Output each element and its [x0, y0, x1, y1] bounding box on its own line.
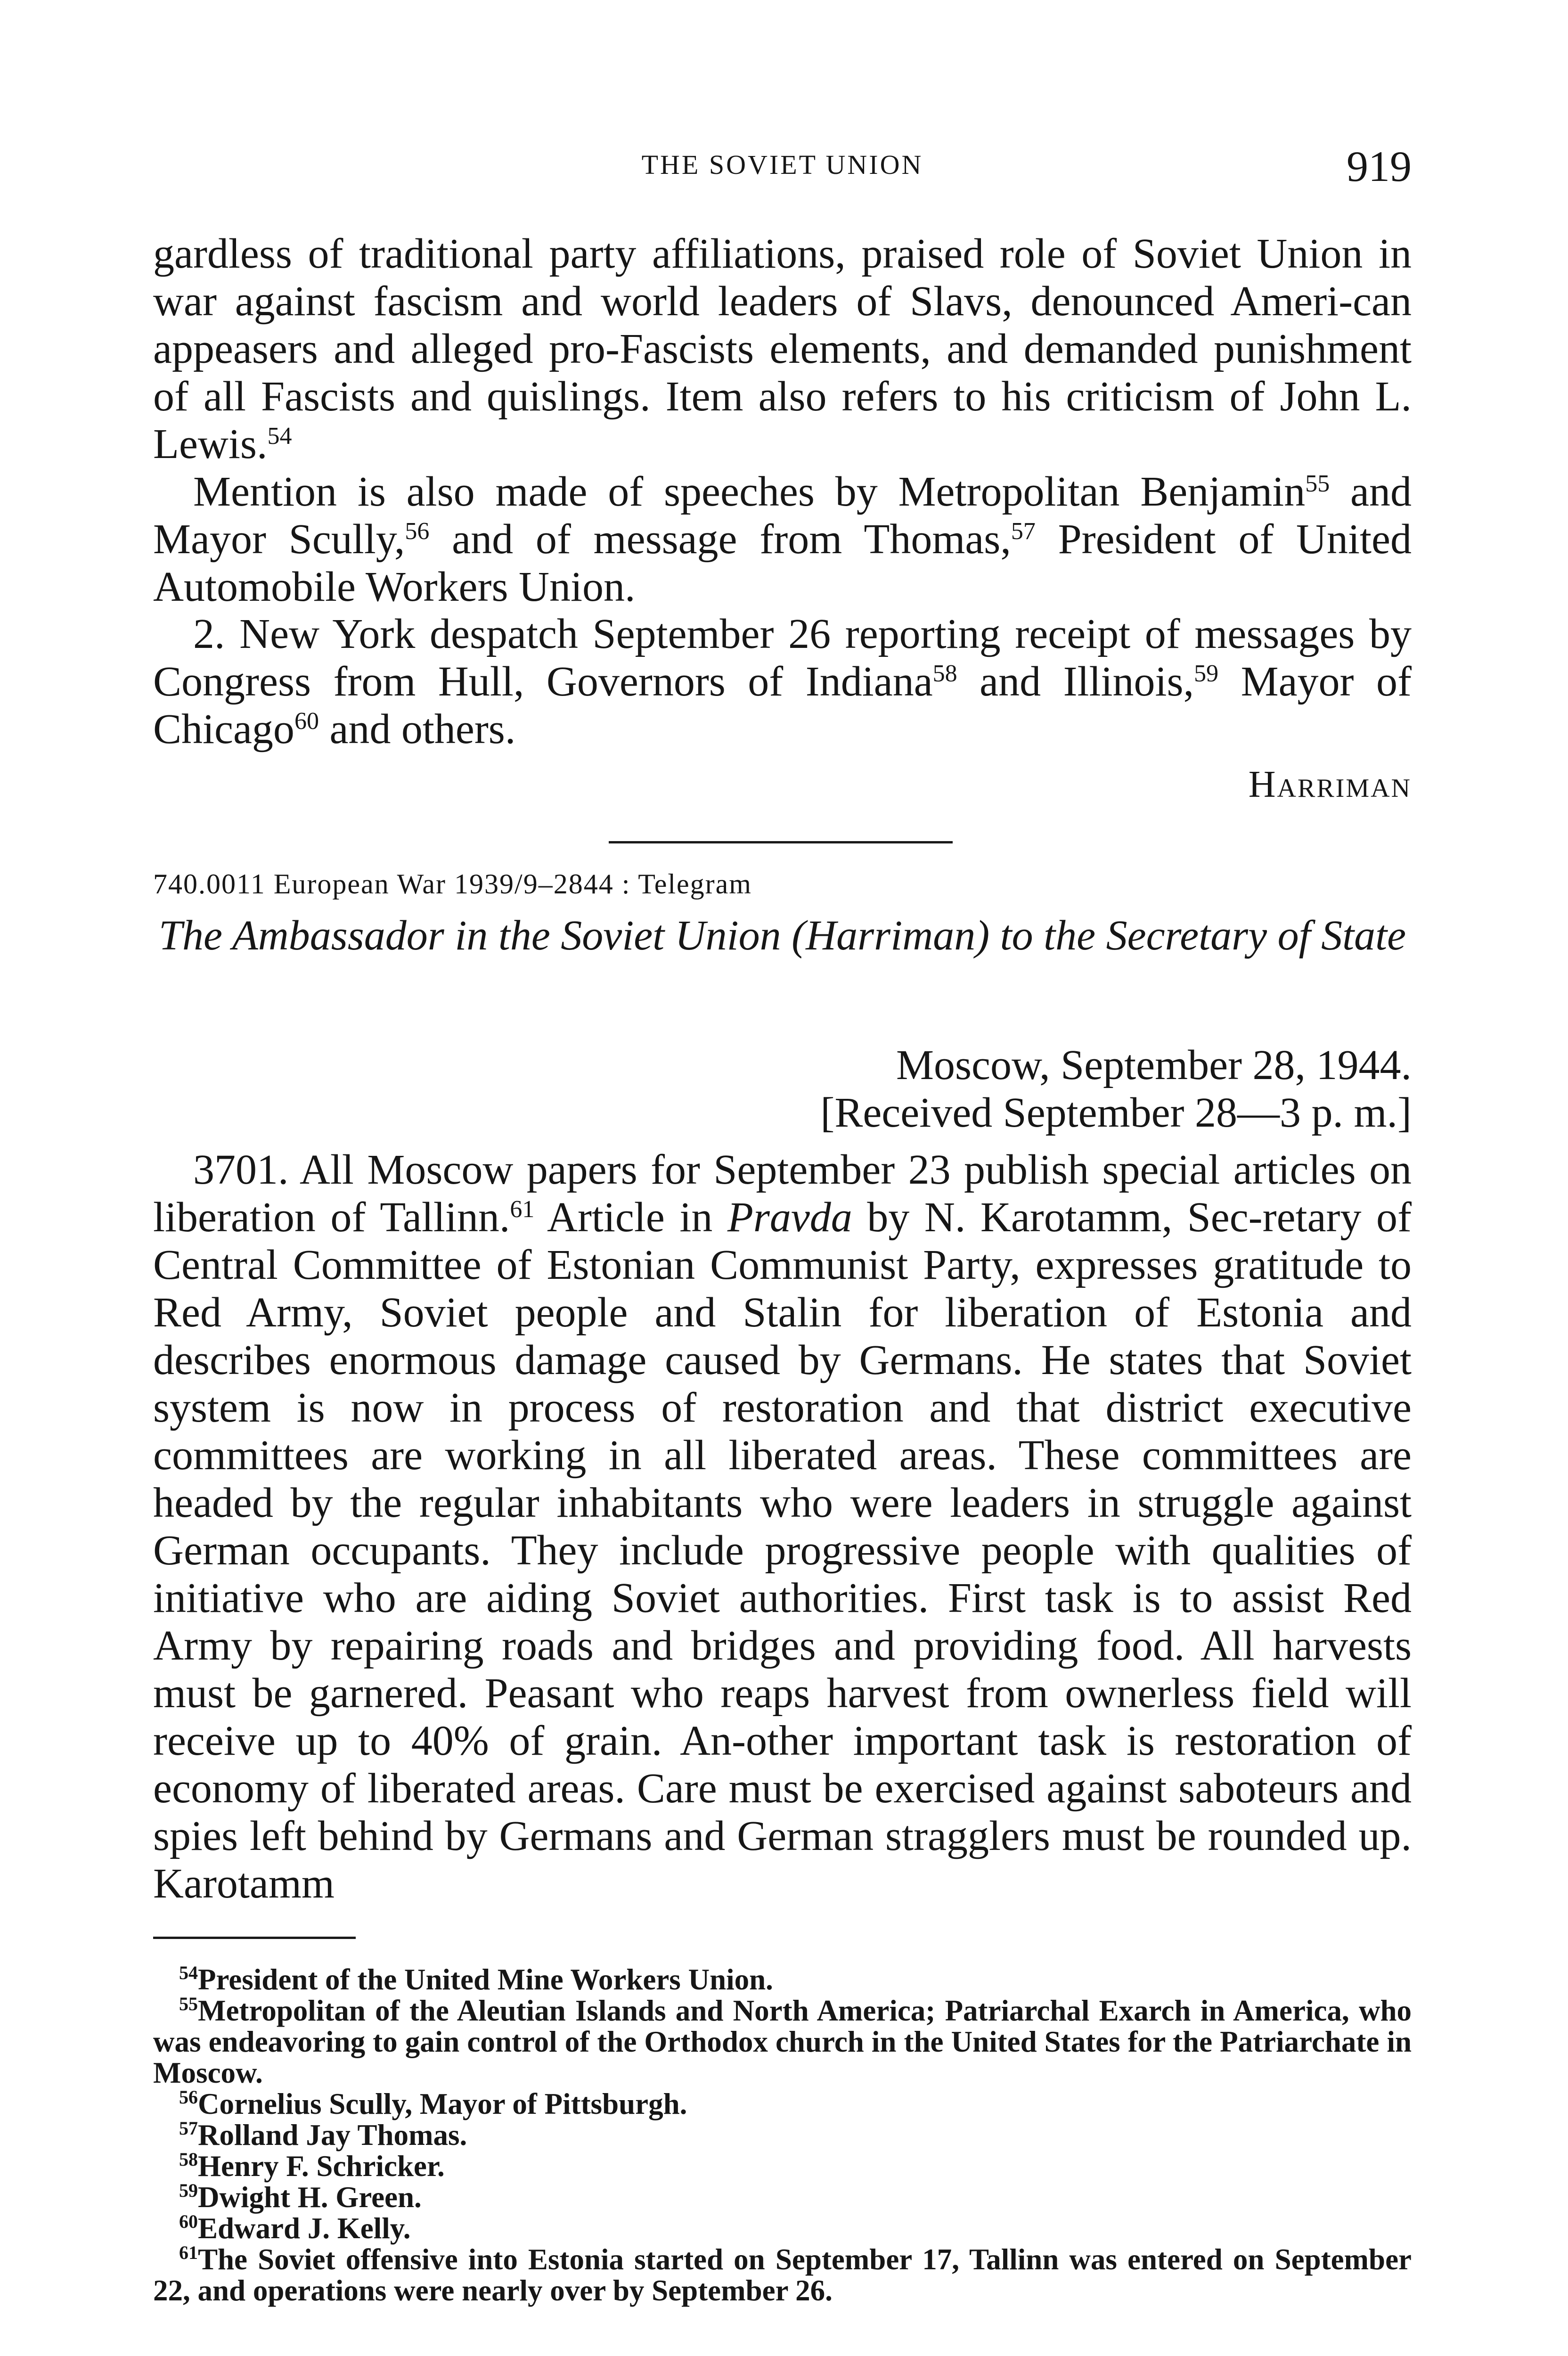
paragraph-text: 2. New York despatch September 26 reporting receipt of messages by Congress from Hull, Governors of Indiana [153, 611, 1412, 705]
footnote-ref: 55 [1305, 470, 1330, 497]
footnote [153, 2088, 1412, 2119]
footnote-ref: 56 [405, 518, 430, 545]
document-heading: The Ambassador in the Soviet Union (Harriman) to the Secretary of State [158, 912, 1406, 959]
section-divider [609, 841, 953, 843]
dateline [820, 1041, 1412, 1137]
footnote-number: 54 [179, 1962, 198, 1983]
page-number: 919 [1347, 142, 1412, 190]
received-note: [Received September 28—3 p. m.] [820, 1089, 1412, 1136]
footnote-text: The Soviet offensive into Estonia started on September 17, Tallinn was entered on September 22, and operations were nearly over by September 26. [153, 2243, 1412, 2307]
footnote-divider [153, 1937, 356, 1939]
footnote-text: Henry F. Schricker. [198, 2150, 445, 2183]
newspaper-title: Pravda [727, 1194, 852, 1241]
dateline-place-date: Moscow, September 28, 1944. [896, 1042, 1412, 1088]
paragraph-text: Mention is also made of speeches by Metropolitan Benjamin [193, 468, 1306, 515]
paragraph-text: Mayor of Chicago [153, 658, 1412, 753]
footnote-text: Rolland Jay Thomas. [198, 2119, 467, 2151]
running-header [153, 141, 1412, 198]
footnote [153, 2213, 1412, 2244]
footnote-number: 60 [179, 2211, 198, 2232]
paragraph-text: and of message from Thomas, [429, 516, 1011, 563]
paragraph-new-york-despatch [153, 610, 1412, 753]
footnote [153, 2182, 1412, 2213]
signature: Harriman [1248, 764, 1412, 805]
footnote-text: President of the United Mine Workers Union. [198, 1963, 773, 1996]
footnote-number: 61 [179, 2242, 198, 2263]
paragraph-text: and Illinois, [957, 658, 1194, 705]
footnote-text: Dwight H. Green. [198, 2181, 422, 2214]
footnote-ref: 57 [1011, 518, 1036, 545]
paragraph-text: President of United Automobile Workers Union. [153, 516, 1412, 610]
footnote [153, 2244, 1412, 2306]
footnote-text: Metropolitan of the Aleutian Islands and North America; Patriarchal Exarch in America, who was endeavoring to gain control of the Orthodox church in the United States for the Patriarchate in Moscow. [153, 1994, 1412, 2089]
paragraph-text: 3701. All Moscow papers for September 23 publish special articles on liberation of Tallinn. [153, 1146, 1412, 1241]
footnote-ref: 58 [932, 660, 957, 687]
footnote-text: Edward J. Kelly. [198, 2212, 411, 2245]
continued-paragraph [153, 230, 1412, 468]
footnote [153, 2151, 1412, 2182]
paragraph-text: gardless of traditional party affiliations, praised role of Soviet Union in war against fascism and world leaders of Slavs, denounced Ameri-can appeasers and alleged pro-Fascists elements, and demanded punishment of all Fascists and quislings. Item also refers to his criticism of John L. Lewis. [153, 230, 1412, 467]
paragraph-text: and others. [318, 706, 516, 753]
telegram-body [153, 1146, 1412, 1907]
footnote [153, 2119, 1412, 2151]
paragraph-speeches [153, 468, 1412, 611]
footnote-number: 58 [179, 2149, 198, 2170]
footnote-ref: 60 [294, 708, 319, 735]
paragraph-text: and Mayor Scully, [153, 468, 1412, 563]
footnote-number: 56 [179, 2086, 198, 2108]
footnote-ref: 61 [510, 1196, 535, 1223]
footnote [153, 1995, 1412, 2088]
footnote-number: 55 [179, 1993, 198, 2014]
footnote-number: 57 [179, 2118, 198, 2139]
running-title: THE SOVIET UNION [641, 149, 923, 180]
paragraph-text: Article in [534, 1194, 727, 1241]
footnote [153, 1964, 1412, 1995]
footnote-text: Cornelius Scully, Mayor of Pittsburgh. [198, 2087, 687, 2120]
paragraph-text: by N. Karotamm, Sec-retary of Central Committee of Estonian Communist Party, expresses gratitude to Red Army, Soviet people and Stalin for liberation of Estonia and describes enormous damage caused by Germans. He states that Soviet system is now in process of restoration and that district executive committees are working in all liberated areas. These committees are headed by the regular inhabitants who were leaders in struggle against German occupants. They include progressive people with qualities of initiative who are aiding Soviet authorities. First task is to assist Red Army by repairing roads and bridges and providing food. All harvests must be garnered. Peasant who reaps harvest from ownerless field will receive up to 40% of grain. An-other important task is restoration of economy of liberated areas. Care must be exercised against saboteurs and spies left behind by Germans and German stragglers must be rounded up. Karotamm [153, 1194, 1412, 1907]
footnote-ref: 59 [1194, 660, 1219, 687]
footnote-ref: 54 [267, 423, 292, 450]
footnote-number: 59 [179, 2180, 198, 2201]
file-reference: 740.0011 European War 1939/9–2844 : Telegram [153, 868, 752, 900]
